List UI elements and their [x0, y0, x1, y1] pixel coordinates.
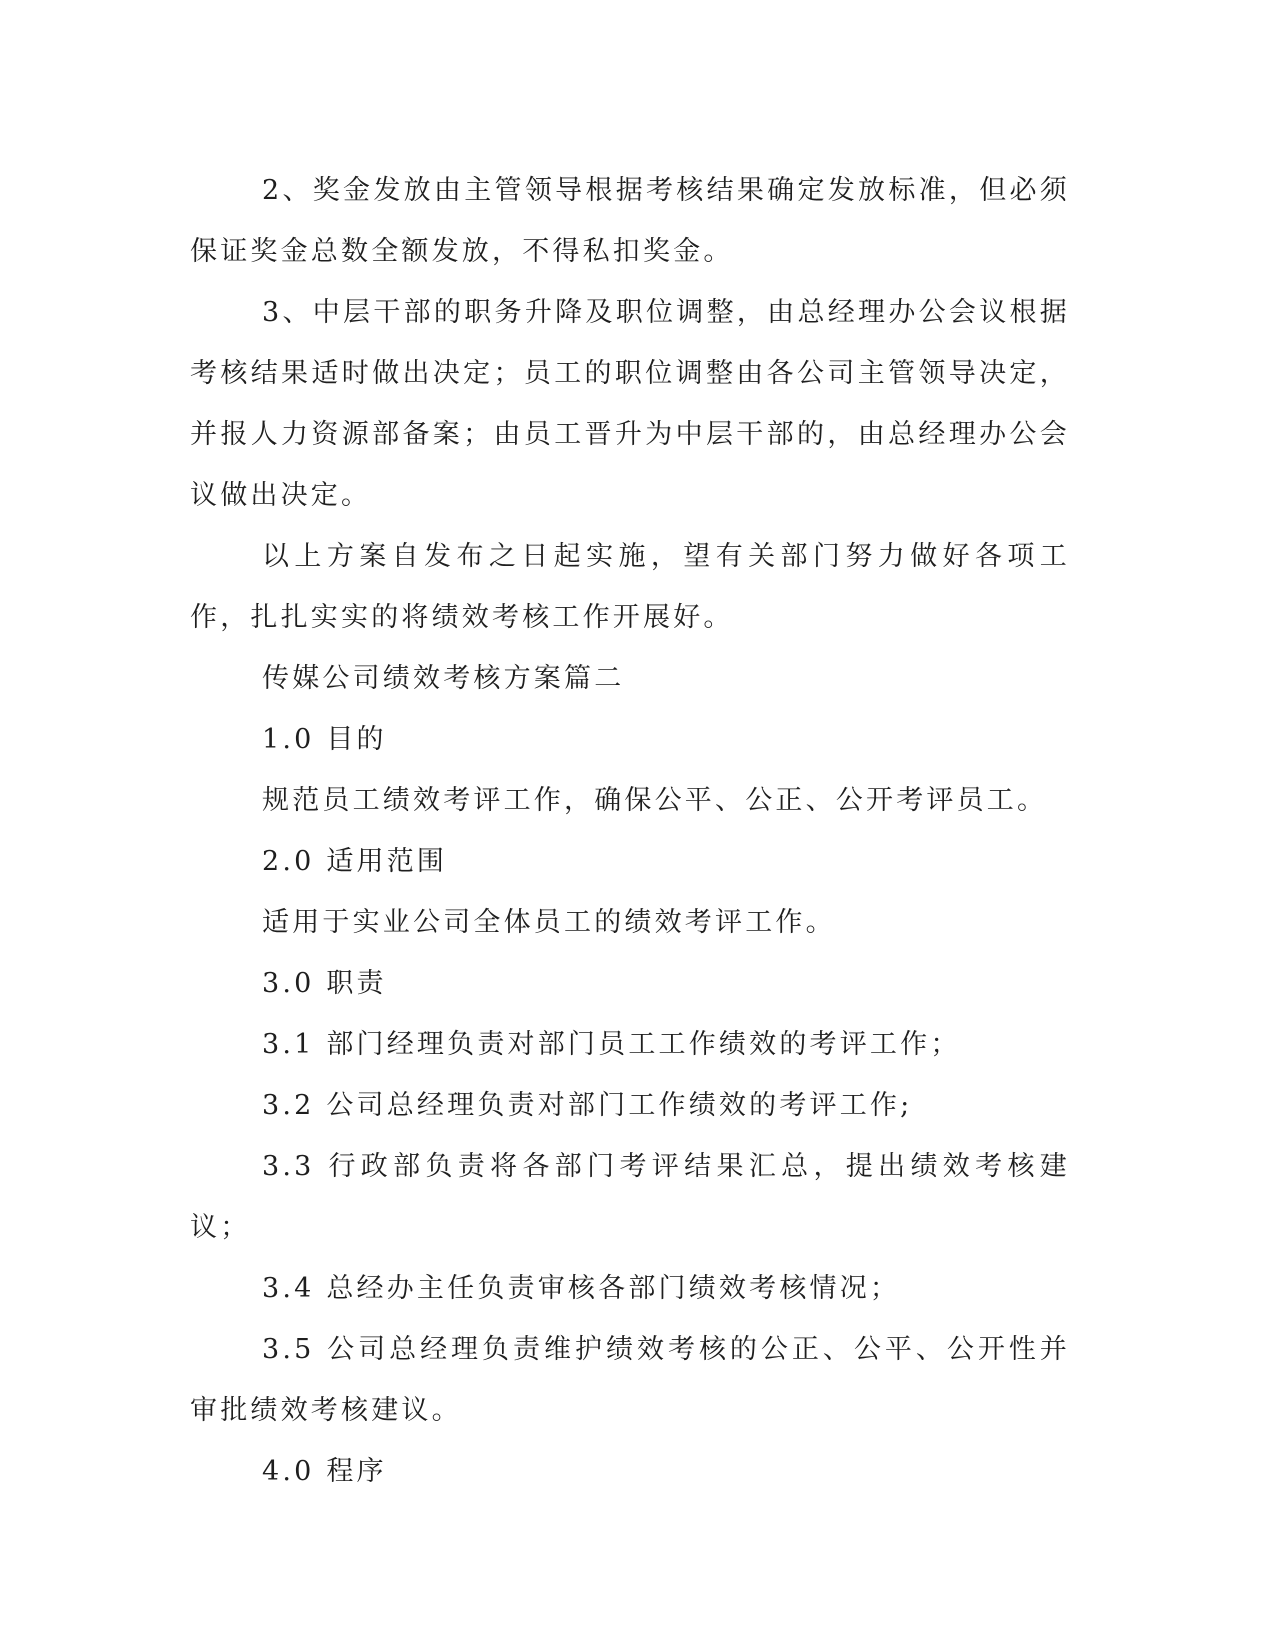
paragraph-bonus-distribution: 2、奖金发放由主管领导根据考核结果确定发放标准，但必须保证奖金总数全额发放，不得私扣奖金。	[190, 175, 1070, 267]
responsibility-item: 3.5 公司总经理负责维护绩效考核的公正、公平、公开性并审批绩效考核建议。	[190, 1334, 1070, 1426]
heading-scope: 2.0 适用范围	[262, 846, 448, 877]
paragraph-scope: 适用于实业公司全体员工的绩效考评工作。	[262, 907, 836, 938]
paragraph-purpose: 规范员工绩效考评工作，确保公平、公正、公开考评员工。	[262, 785, 1048, 816]
heading-responsibilities: 3.0 职责	[262, 968, 387, 999]
document-body	[190, 160, 1070, 1502]
paragraph-position-adjustment: 3、中层干部的职务升降及职位调整，由总经理办公会议根据考核结果适时做出决定；员工的职位调整由各公司主管领导决定，并报人力资源部备案；由员工晋升为中层干部的，由总经理办公会议做出决定。	[190, 297, 1070, 511]
responsibility-item: 3.3 行政部负责将各部门考评结果汇总，提出绩效考核建议；	[190, 1151, 1070, 1243]
responsibility-item: 3.4 总经办主任负责审核各部门绩效考核情况；	[262, 1273, 901, 1304]
responsibility-item: 3.1 部门经理负责对部门员工工作绩效的考评工作；	[262, 1029, 961, 1060]
heading-purpose: 1.0 目的	[262, 724, 387, 755]
paragraph-implementation: 以上方案自发布之日起实施，望有关部门努力做好各项工作，扎扎实实的将绩效考核工作开展好。	[190, 541, 1070, 633]
responsibility-item: 3.2 公司总经理负责对部门工作绩效的考评工作;	[262, 1090, 913, 1121]
section-title: 传媒公司绩效考核方案篇二	[262, 663, 625, 694]
heading-procedure: 4.0 程序	[262, 1456, 387, 1487]
